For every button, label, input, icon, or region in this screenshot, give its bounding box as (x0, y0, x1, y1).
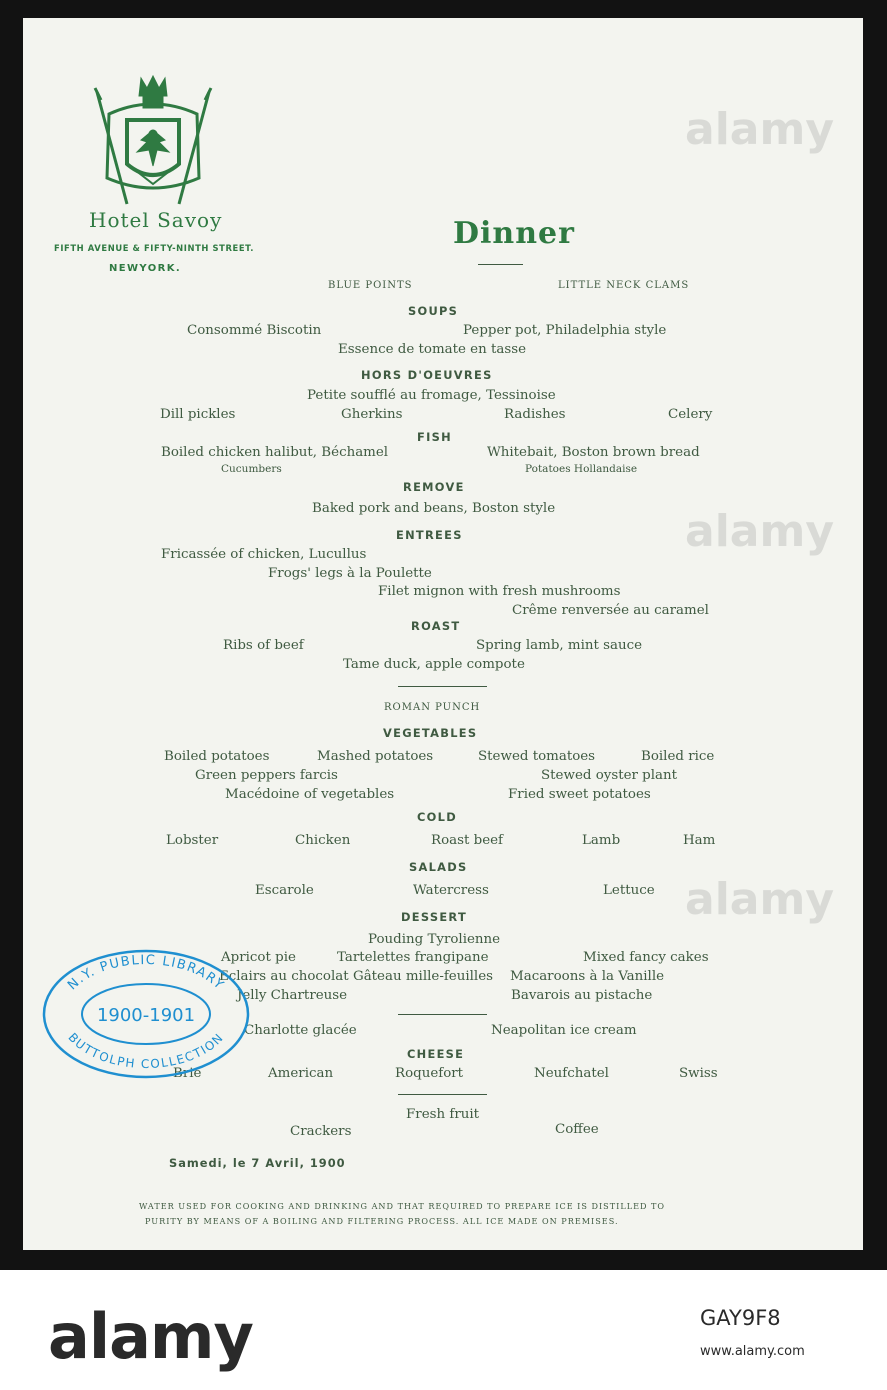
watermark-ghost: alamy (685, 874, 834, 925)
watermark-image-id: GAY9F8 (700, 1306, 781, 1330)
hotel-city: NEWYORK. (109, 263, 182, 274)
menu-item: Chicken (295, 833, 351, 848)
menu-item: Bavarois au pistache (511, 988, 653, 1003)
stamp-top-text: N.Y. PUBLIC LIBRARY (65, 952, 228, 994)
menu-item: Escarole (255, 883, 314, 898)
stamp-years: 1900-1901 (96, 1005, 196, 1026)
menu-item: Stewed oyster plant (541, 768, 677, 783)
menu-item: Fried sweet potatoes (508, 787, 651, 802)
section-heading-soups: SOUPS (408, 304, 459, 318)
menu-date: Samedi, le 7 Avril, 1900 (169, 1156, 346, 1170)
section-heading-hors: HORS D'OEUVRES (361, 368, 493, 382)
water-note: PURITY BY MEANS OF A BOILING AND FILTERING PROCESS. ALL ICE MADE ON PREMISES. (145, 1216, 619, 1226)
menu-item: Dill pickles (160, 407, 236, 422)
watermark-logo: alamy (48, 1300, 253, 1373)
menu-item: Macédoine of vegetables (225, 787, 395, 802)
water-note: WATER USED FOR COOKING AND DRINKING AND THAT REQUIRED TO PREPARE ICE IS DISTILLED TO (139, 1201, 666, 1211)
menu-item: Pouding Tyrolienne (368, 932, 501, 947)
section-heading-cold: COLD (417, 810, 457, 824)
section-heading-vegetables: VEGETABLES (383, 726, 478, 740)
menu-item: Lamb (582, 833, 621, 848)
menu-item: Apricot pie (221, 950, 296, 965)
section-heading-entrees: ENTREES (396, 528, 463, 542)
menu-item: Green peppers farcis (195, 768, 338, 783)
menu-item: Tame duck, apple compote (343, 657, 525, 672)
menu-item: Consommé Biscotin (187, 323, 322, 338)
menu-item: Boiled rice (641, 749, 715, 764)
menu-item: Pepper pot, Philadelphia style (463, 323, 667, 338)
menu-item: Essence de tomate en tasse (338, 342, 527, 357)
watermark-ghost: alamy (685, 104, 834, 155)
menu-item: Neufchatel (534, 1066, 609, 1081)
menu-item: Crackers (290, 1124, 352, 1139)
section-heading-roast: ROAST (411, 619, 461, 633)
section-heading-dessert: DESSERT (401, 910, 468, 924)
menu-item: ROMAN PUNCH (384, 702, 481, 713)
menu-item: Spring lamb, mint sauce (476, 638, 643, 653)
menu-item: Roquefort (395, 1066, 464, 1081)
section-heading-fish: FISH (417, 430, 452, 444)
menu-item: Tartelettes frangipane (337, 950, 489, 965)
menu-title: Dinner (453, 216, 575, 251)
menu-item: Fresh fruit (406, 1107, 480, 1122)
hotel-name: Hotel Savoy (89, 208, 223, 232)
hotel-crest-icon (91, 74, 215, 214)
divider (398, 1094, 487, 1095)
section-heading-cheese: CHEESE (407, 1047, 465, 1061)
menu-item: Watercress (413, 883, 489, 898)
menu-item: American (268, 1066, 334, 1081)
menu-item: Fricassée of chicken, Lucullus (161, 547, 367, 562)
menu-item: Radishes (504, 407, 566, 422)
divider (478, 264, 523, 265)
menu-item: Gâteau mille-feuilles (353, 969, 493, 984)
starter-item: BLUE POINTS (328, 280, 413, 291)
menu-item: Charlotte glacée (244, 1023, 357, 1038)
menu-item: Roast beef (431, 833, 504, 848)
starter-item: LITTLE NECK CLAMS (558, 280, 690, 291)
menu-item: Boiled potatoes (164, 749, 270, 764)
menu-item: Whitebait, Boston brown bread (487, 445, 700, 460)
menu-item: Eclairs au chocolat (219, 969, 349, 984)
stamp-bottom-text: BUTTOLPH COLLECTION (65, 1030, 227, 1072)
menu-item: Lettuce (603, 883, 655, 898)
menu-card (23, 18, 863, 1250)
divider (398, 686, 487, 687)
menu-item: Swiss (679, 1066, 718, 1081)
menu-item: Macaroons à la Vanille (510, 969, 665, 984)
hotel-address: FIFTH AVENUE & FIFTY-NINTH STREET. (54, 243, 254, 253)
menu-item: Potatoes Hollandaise (525, 463, 638, 475)
watermark-url: www.alamy.com (700, 1344, 805, 1359)
svg-text:N.Y. PUBLIC LIBRARY (65, 953, 227, 993)
menu-item: Celery (668, 407, 713, 422)
menu-item: Coffee (555, 1122, 599, 1137)
menu-item: Crême renversée au caramel (512, 603, 709, 618)
menu-item: Neapolitan ice cream (491, 1023, 637, 1038)
divider (398, 1014, 487, 1015)
section-heading-salads: SALADS (409, 860, 468, 874)
menu-item: Baked pork and beans, Boston style (312, 501, 556, 516)
menu-item: Cucumbers (221, 463, 282, 475)
menu-item: Lobster (166, 833, 219, 848)
menu-item: Petite soufflé au fromage, Tessinoise (307, 388, 556, 403)
menu-item: Mashed potatoes (317, 749, 434, 764)
menu-item: Ham (683, 833, 716, 848)
menu-item: Brie (173, 1066, 202, 1081)
section-heading-remove: REMOVE (403, 480, 465, 494)
library-stamp-icon (41, 948, 251, 1080)
menu-item: Frogs' legs à la Poulette (268, 566, 432, 581)
menu-item: Stewed tomatoes (478, 749, 596, 764)
menu-item: Boiled chicken halibut, Béchamel (161, 445, 389, 460)
svg-text:BUTTOLPH COLLECTION (65, 1030, 226, 1071)
menu-item: Filet mignon with fresh mushrooms (378, 584, 621, 599)
menu-item: Jelly Chartreuse (237, 988, 348, 1003)
menu-item: Gherkins (341, 407, 403, 422)
menu-item: Ribs of beef (223, 638, 304, 653)
menu-item: Mixed fancy cakes (583, 950, 709, 965)
watermark-ghost: alamy (685, 506, 834, 557)
